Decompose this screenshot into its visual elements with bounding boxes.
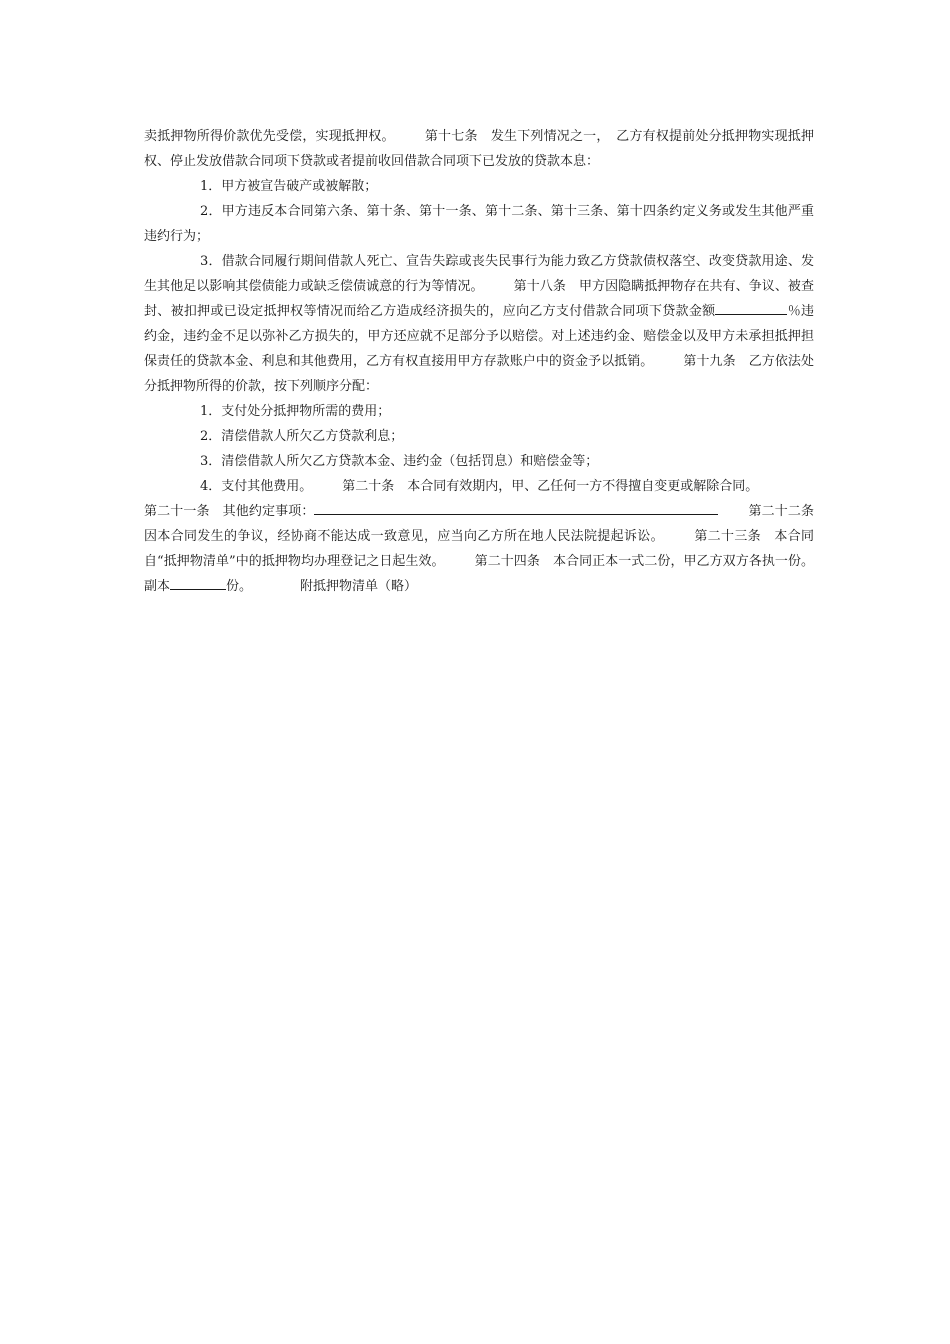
article-20-text: 第二十条 本合同有效期内，甲、乙任何一方不得擅自变更或解除合同。 bbox=[342, 479, 759, 494]
attachment-note: 附抵押物清单（略） bbox=[300, 579, 418, 594]
paragraph-articles-21-24 bbox=[144, 499, 828, 599]
paragraph-article-18-19 bbox=[144, 249, 814, 399]
blank-other-terms-field[interactable] bbox=[314, 500, 718, 515]
distribution-item-2: 2．清偿借款人所欠乙方贷款利息； bbox=[200, 429, 404, 444]
list-item-2: 2．甲方违反本合同第六条、第十条、第十一条、第十二条、第十三条、第十四条约定义务或发生其他严重违约行为； bbox=[144, 204, 814, 244]
article-19-text: 第十九条 乙方依法处分抵押物所得的价款，按下列顺序分配： bbox=[144, 354, 814, 394]
distribution-item-4: 4．支付其他费用。 bbox=[200, 479, 313, 494]
article-22-text: 第二十二条 因本合同发生的争议，经协商不能达成一致意见，应当向乙方所在地人民法院提起诉讼。 bbox=[144, 504, 828, 544]
list-item-1: 1．甲方被宣告破产或被解散； bbox=[200, 179, 378, 194]
contract-page bbox=[144, 124, 828, 599]
distribution-item-3: 3．清偿借款人所欠乙方贷款本金、违约金（包括罚息）和赔偿金等； bbox=[200, 454, 599, 469]
article-24-text: 第二十四条 本合同正本一式二份，甲乙方双方各执一份。副本 bbox=[144, 554, 814, 594]
list-item-3-text: 3．借款合同履行期间借款人死亡、宣告失踪或丧失民事行为能力致乙方贷款债权落空、改变贷款用途、发生其他足以影响其偿债能力或缺乏偿债诚意的行为等情况。 bbox=[144, 254, 814, 294]
article-21-text: 第二十一条 其他约定事项： bbox=[144, 504, 315, 519]
article-24-text-cont: 份。 bbox=[226, 579, 253, 594]
text-segment: 卖抵押物所得价款优先受偿，实现抵押权。 bbox=[144, 129, 395, 144]
paragraph-article-20 bbox=[144, 474, 814, 499]
article-18-text-cont: ％违约金，违约金不足以弥补乙方损失的，甲方还应就不足部分予以赔偿。对上述违约金、赔偿金以及甲方未承担抵押担保责任的贷款本金、利息和其他费用，乙方有权直接用甲方存款账户中的资金予以抵销。 bbox=[144, 304, 814, 369]
article-23-text: 第二十三条 本合同自“抵押物清单”中的抵押物均办理登记之日起生效。 bbox=[144, 529, 814, 569]
paragraph-article-17 bbox=[144, 124, 814, 174]
article-18-text: 第十八条 甲方因隐瞒抵押物存在共有、争议、被查封、被扣押或已设定抵押权等情况而给乙方造成经济损失的，应向乙方支付借款合同项下贷款金额 bbox=[144, 279, 814, 319]
distribution-item-1: 1．支付处分抵押物所需的费用； bbox=[200, 404, 391, 419]
blank-penalty-rate-field[interactable] bbox=[715, 300, 787, 315]
blank-copies-field[interactable] bbox=[170, 575, 226, 590]
article-17-text: 第十七条 发生下列情况之一， 乙方有权提前处分抵押物实现抵押权、停止发放借款合同项下贷款或者提前收回借款合同项下已发放的贷款本息： bbox=[144, 129, 814, 169]
